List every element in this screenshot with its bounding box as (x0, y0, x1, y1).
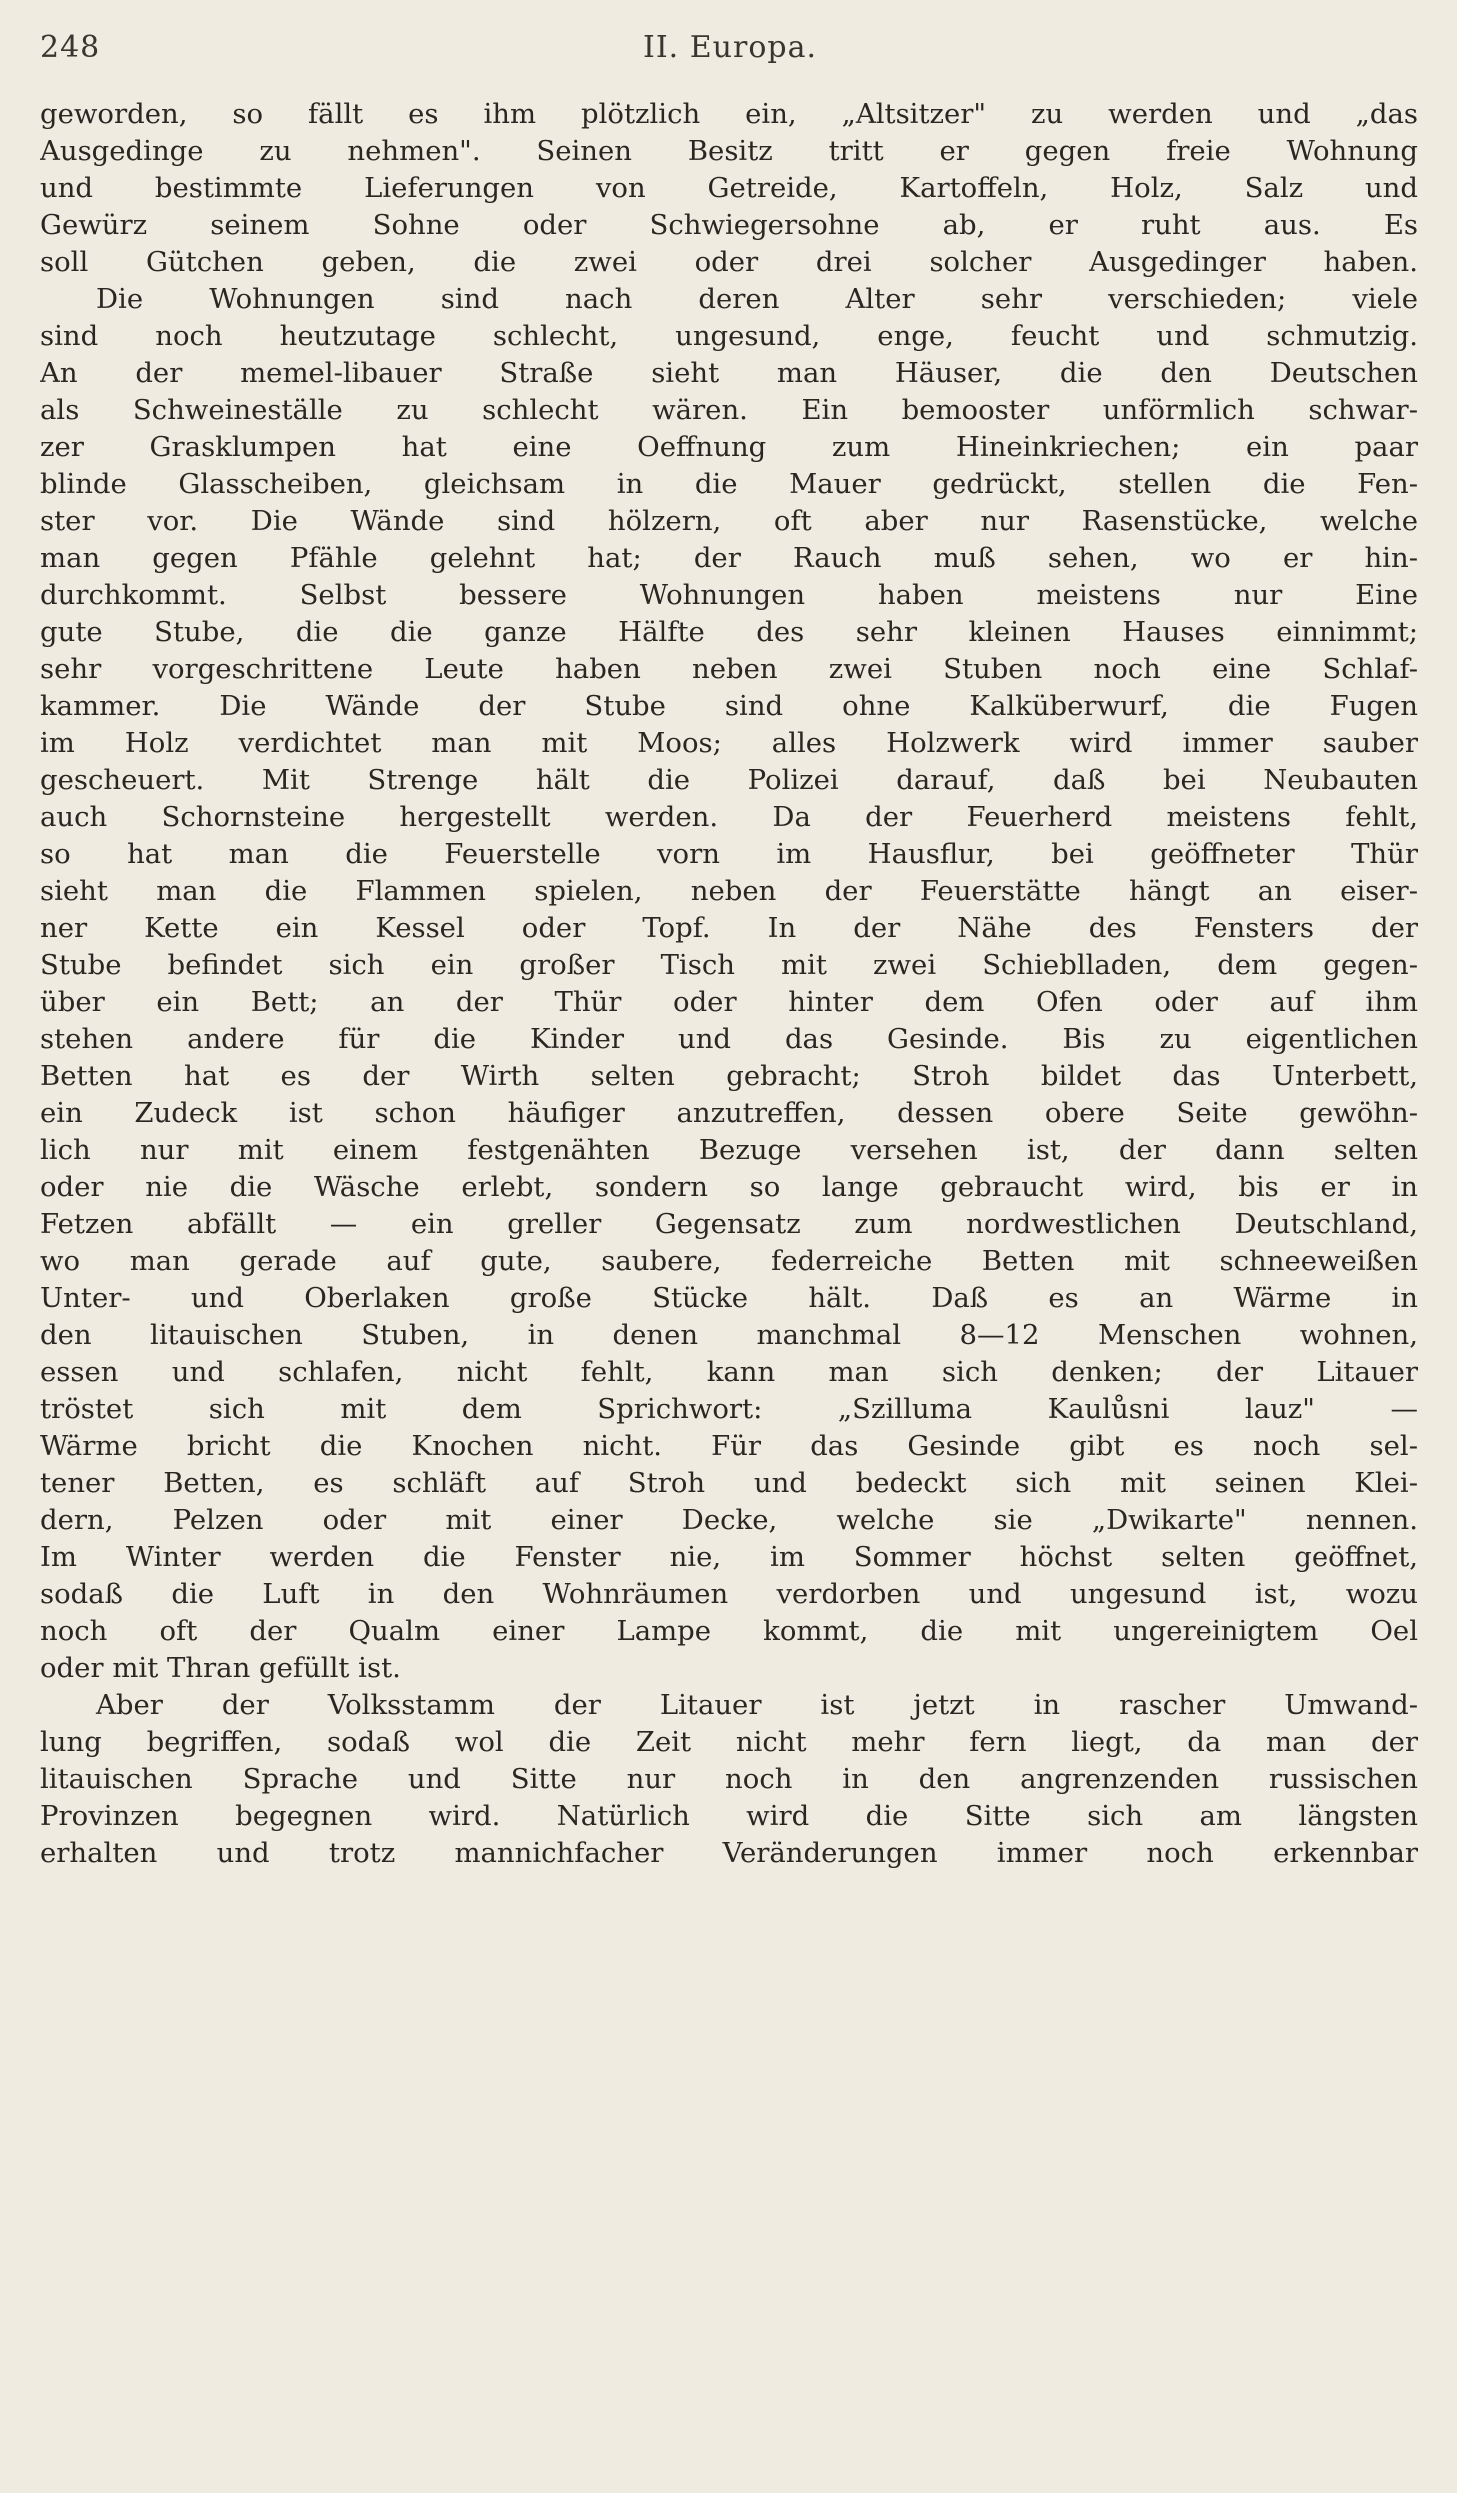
text-line: blinde Glasscheiben, gleichsam in die Mauer gedrückt, stellen die Fen- (40, 468, 1418, 500)
text-line: man gegen Pfähle gelehnt hat; der Rauch muß sehen, wo er hin- (40, 542, 1418, 574)
text-line: tener Betten, es schläft auf Stroh und bedeckt sich mit seinen Klei- (40, 1467, 1418, 1499)
text-line: Provinzen begegnen wird. Natürlich wird die Sitte sich am längsten (40, 1800, 1418, 1832)
text-line: sehr vorgeschrittene Leute haben neben zwei Stuben noch eine Schlaf- (40, 653, 1418, 685)
text-line: tröstet sich mit dem Sprichwort: „Szilluma Kaulůsni lauz" — (40, 1393, 1418, 1425)
text-line: kammer. Die Wände der Stube sind ohne Kalküberwurf, die Fugen (40, 690, 1418, 722)
text-line: durchkommt. Selbst bessere Wohnungen haben meistens nur Eine (40, 579, 1418, 611)
text-line: auch Schornsteine hergestellt werden. Da der Feuerherd meistens fehlt, (40, 801, 1418, 833)
running-head: II. Europa. (642, 30, 818, 65)
page-number: 248 (40, 30, 101, 65)
text-line: Fetzen abfällt — ein greller Gegensatz zum nordwestlichen Deutschland, (40, 1208, 1418, 1240)
page-header (40, 30, 1420, 76)
text-line: An der memel-libauer Straße sieht man Häuser, die den Deutschen (40, 357, 1418, 389)
text-line: sieht man die Flammen spielen, neben der Feuerstätte hängt an eiser- (40, 875, 1418, 907)
text-line: soll Gütchen geben, die zwei oder drei solcher Ausgedinger haben. (40, 246, 1418, 278)
text-line: und bestimmte Lieferungen von Getreide, Kartoffeln, Holz, Salz und (40, 172, 1418, 204)
text-line: wo man gerade auf gute, saubere, federreiche Betten mit schneeweißen (40, 1245, 1418, 1277)
text-line: litauischen Sprache und Sitte nur noch in den angrenzenden russischen (40, 1763, 1418, 1795)
text-line: Ausgedinge zu nehmen". Seinen Besitz tritt er gegen freie Wohnung (40, 135, 1418, 167)
text-line: noch oft der Qualm einer Lampe kommt, die mit ungereinigtem Oel (40, 1615, 1418, 1647)
text-line: dern, Pelzen oder mit einer Decke, welche sie „Dwikarte" nennen. (40, 1504, 1418, 1536)
text-line: sind noch heutzutage schlecht, ungesund, enge, feucht und schmutzig. (40, 320, 1418, 352)
text-line: Unter- und Oberlaken große Stücke hält. Daß es an Wärme in (40, 1282, 1418, 1314)
text-line: Die Wohnungen sind nach deren Alter sehr verschieden; viele (96, 283, 1418, 315)
text-line: ster vor. Die Wände sind hölzern, oft aber nur Rasenstücke, welche (40, 505, 1418, 537)
text-line: ein Zudeck ist schon häufiger anzutreffen, dessen obere Seite gewöhn- (40, 1097, 1418, 1129)
text-line: Stube befindet sich ein großer Tisch mit zwei Schieblladen, dem gegen- (40, 949, 1418, 981)
text-line: als Schweineställe zu schlecht wären. Ein bemooster unförmlich schwar- (40, 394, 1418, 426)
text-line: erhalten und trotz mannichfacher Veränderungen immer noch erkennbar (40, 1837, 1418, 1869)
text-line: ner Kette ein Kessel oder Topf. In der Nähe des Fensters der (40, 912, 1418, 944)
text-line: oder mit Thran gefüllt ist. (40, 1652, 401, 1684)
text-line: lung begriffen, sodaß wol die Zeit nicht mehr fern liegt, da man der (40, 1726, 1418, 1758)
text-line: stehen andere für die Kinder und das Gesinde. Bis zu eigentlichen (40, 1023, 1418, 1055)
text-line: lich nur mit einem festgenähten Bezuge versehen ist, der dann selten (40, 1134, 1418, 1166)
text-line: Gewürz seinem Sohne oder Schwiegersohne ab, er ruht aus. Es (40, 209, 1418, 241)
body-text (40, 96, 1418, 1872)
text-line: Wärme bricht die Knochen nicht. Für das Gesinde gibt es noch sel- (40, 1430, 1418, 1462)
text-line: Betten hat es der Wirth selten gebracht; Stroh bildet das Unterbett, (40, 1060, 1418, 1092)
text-line: oder nie die Wäsche erlebt, sondern so lange gebraucht wird, bis er in (40, 1171, 1418, 1203)
text-line: gescheuert. Mit Strenge hält die Polizei darauf, daß bei Neubauten (40, 764, 1418, 796)
text-line: sodaß die Luft in den Wohnräumen verdorben und ungesund ist, wozu (40, 1578, 1418, 1610)
text-line: Im Winter werden die Fenster nie, im Sommer höchst selten geöffnet, (40, 1541, 1418, 1573)
text-line: über ein Bett; an der Thür oder hinter dem Ofen oder auf ihm (40, 986, 1418, 1018)
text-line: Aber der Volksstamm der Litauer ist jetzt in rascher Umwand- (96, 1689, 1418, 1721)
text-line: gute Stube, die die ganze Hälfte des sehr kleinen Hauses einnimmt; (40, 616, 1418, 648)
text-line: geworden, so fällt es ihm plötzlich ein, „Altsitzer" zu werden und „das (40, 98, 1418, 130)
text-line: zer Grasklumpen hat eine Oeffnung zum Hineinkriechen; ein paar (40, 431, 1418, 463)
text-line: so hat man die Feuerstelle vorn im Hausflur, bei geöffneter Thür (40, 838, 1418, 870)
text-line: essen und schlafen, nicht fehlt, kann man sich denken; der Litauer (40, 1356, 1418, 1388)
text-line: den litauischen Stuben, in denen manchmal 8—12 Menschen wohnen, (40, 1319, 1418, 1351)
text-line: im Holz verdichtet man mit Moos; alles Holzwerk wird immer sauber (40, 727, 1418, 759)
